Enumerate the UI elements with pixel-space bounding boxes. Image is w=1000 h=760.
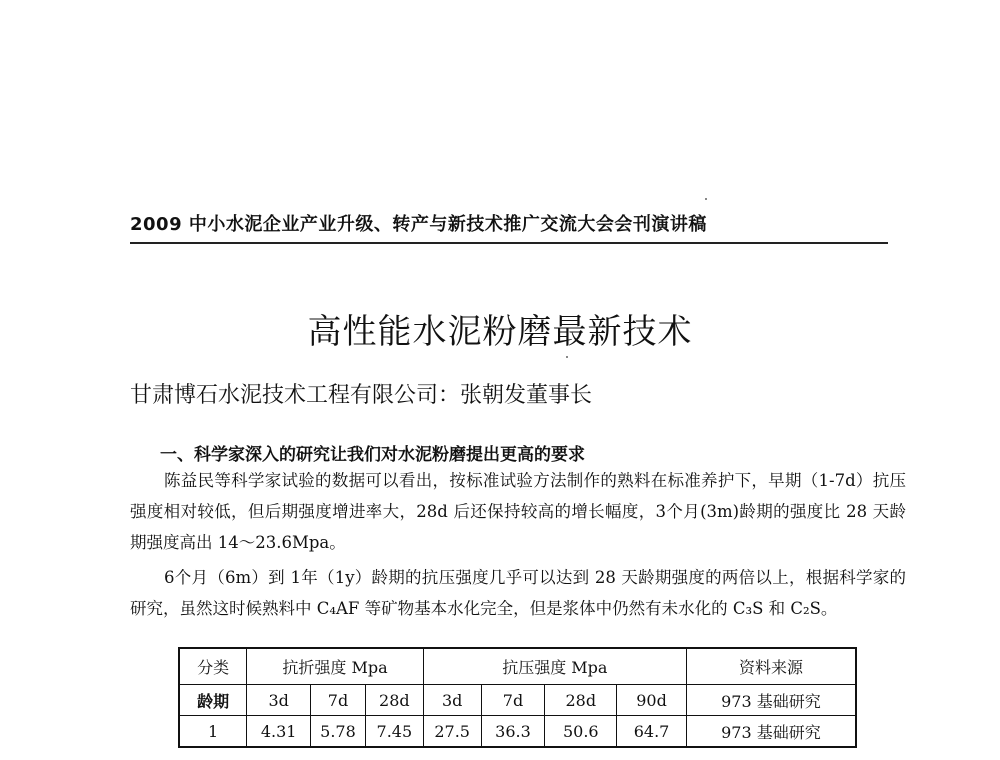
strength-table [178, 647, 857, 748]
header-rule [130, 242, 888, 244]
table-subheader-cell: 28d [365, 685, 423, 716]
author-byline: 甘肃博石水泥技术工程有限公司：张朝发董事长 [130, 383, 593, 408]
body-paragraph: 陈益民等科学家试验的数据可以看出，按标准试验方法制作的熟料在标准养护下，早期（1-7d）抗压强度相对较低，但后期强度增进率大，28d 后还保持较高的增长幅度，3个月(3m)龄期的强度比 28 天龄期强度高出 14～23.6Mpa。 [130, 471, 906, 552]
table-subheader-cell: 7d [481, 685, 545, 716]
table-cell: 50.6 [545, 716, 617, 748]
table-header-row [179, 648, 856, 685]
table-subheader-cell: 973 基础研究 [686, 685, 856, 716]
table-subheader-cell: 7d [311, 685, 366, 716]
table-cell: 64.7 [617, 716, 687, 748]
table-cell: 4.31 [247, 716, 311, 748]
table-header-cell: 分类 [179, 648, 247, 685]
table-header-cell: 抗折强度 Mpa [247, 648, 424, 685]
table-subheader-cell: 28d [545, 685, 617, 716]
article-title: 高性能水泥粉磨最新技术 [307, 312, 693, 352]
table-cell: 973 基础研究 [686, 716, 856, 748]
table-header-cell: 抗压强度 Mpa [423, 648, 686, 685]
table-cell: 1 [179, 716, 247, 748]
table-cell: 27.5 [423, 716, 481, 748]
table-subheader-row [179, 685, 856, 716]
scan-speck [705, 198, 707, 200]
table-subheader-cell: 90d [617, 685, 687, 716]
section-heading: 一、科学家深入的研究让我们对水泥粉磨提出更高的要求 [160, 445, 585, 465]
body-paragraph: 6个月（6m）到 1年（1y）龄期的抗压强度几乎可以达到 28 天龄期强度的两倍以上，根据科学家的研究，虽然这时候熟料中 C₄AF 等矿物基本水化完全，但是浆体中仍然有未水化的 C₃S 和 C₂S。 [130, 568, 906, 618]
table-cell: 36.3 [481, 716, 545, 748]
table-subheader-cell: 3d [247, 685, 311, 716]
table-cell: 7.45 [365, 716, 423, 748]
scan-speck [566, 356, 568, 358]
table-header-cell: 资料来源 [686, 648, 856, 685]
table-row [179, 716, 856, 748]
table-subheader-cell: 3d [423, 685, 481, 716]
table-subheader-cell: 龄期 [179, 685, 247, 716]
table-cell: 5.78 [311, 716, 366, 748]
running-header: 2009 中小水泥企业产业升级、转产与新技术推广交流大会会刊演讲稿 [130, 214, 707, 235]
